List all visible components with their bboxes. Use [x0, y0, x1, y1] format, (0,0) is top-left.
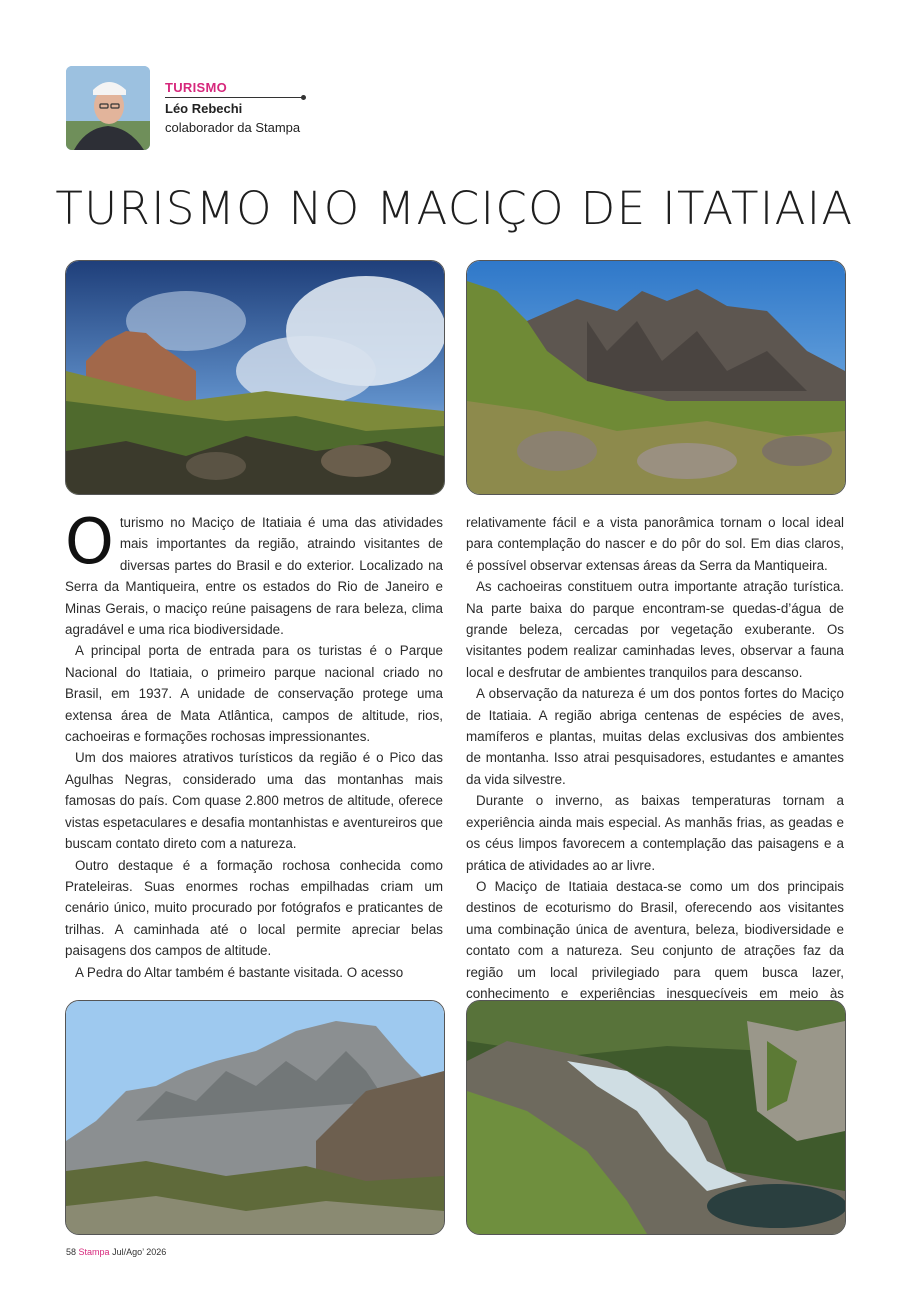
header-divider	[165, 97, 303, 98]
paragraph: Durante o inverno, as baixas temperaturas tornam a experiência ainda mais especial. As manhãs frias, as geadas e os céus limpos favorecem a contemplação das paisagens e a prática de atividades ao ar livre.	[466, 793, 844, 873]
author-role: colaborador da Stampa	[165, 120, 301, 135]
paragraph: Um dos maiores atrativos turísticos da região é o Pico das Agulhas Negras, considerado uma das montanhas mais famosas do país. Com quase 2.800 metros de altitude, oferece vistas espetaculares e desafia montanhistas e aventureiros que buscam contato direto com a natureza.	[65, 750, 443, 852]
paragraph: A principal porta de entrada para os turistas é o Parque Nacional do Itatiaia, o primeiro parque nacional criado no Brasil, em 1937. A unidade de conservação protege uma extensa área de Mata Atlântica, campos de altitude, rios, cachoeiras e formações rochosas impressionantes.	[65, 643, 443, 745]
photo-agulhas-negras	[466, 260, 846, 495]
photo-mountain-peak	[65, 260, 445, 495]
paragraph: O Maciço de Itatiaia destaca-se como um dos principais destinos de ecoturismo do Brasil, oferecendo aos visitantes uma combinação única de aventura, beleza, biodiversidade e contato com a natureza. Seu conjunto de atrações faz da região um local privilegiado para quem busca lazer, conhecimento e experiências inesquecíveis em meio às	[466, 878, 844, 1001]
paragraph: A observação da natureza é um dos pontos fortes do Maciço de Itatiaia. A região abriga centenas de espécies de aves, mamíferos e plantas, muitas delas exclusivas dos ambientes de montanha. Isso atrai pesquisadores, estudantes e amantes da vida silvestre.	[466, 686, 844, 787]
author-photo	[66, 66, 150, 150]
paragraph: O turismo no Maciço de Itatiaia é uma das atividades mais importantes da região, atraindo visitantes de diversas partes do Brasil e do exterior. Localizado na Serra da Mantiqueira, entre os estados do Rio de Janeiro e Minas Gerais, o maciço reúne paisagens de rara beleza, clima agradável e uma rica biodiversidade.	[65, 505, 443, 638]
paragraph: Outro destaque é a formação rochosa conhecida como Prateleiras. Suas enormes rochas empilhadas criam um cenário único, muito procurado por fotógrafos e praticantes de trilhas. A caminhada até o local permite apreciar belas paisagens dos campos de altitude.	[65, 857, 443, 959]
article-title: TURISMO NO MACIÇO DE ITATIAIA	[55, 182, 854, 235]
page-number: 58	[66, 1247, 77, 1257]
article-column-right	[466, 512, 844, 1026]
paragraph: As cachoeiras constituem outra importante atração turística. Na parte baixa do parque encontram-se quedas-d’água de grande beleza, cercadas por vegetação exuberante. Os visitantes podem realizar caminhadas leves, observar a fauna local e desfrutar de ambientes tranquilos para descanso.	[466, 579, 844, 680]
article-column-left	[65, 505, 443, 983]
drop-cap: O	[65, 505, 114, 578]
photo-waterfall	[466, 1000, 846, 1235]
author-name: Léo Rebechi	[165, 101, 243, 116]
magazine-brand: Stampa	[78, 1247, 110, 1257]
section-label: TURISMO	[165, 80, 228, 95]
paragraph: A Pedra do Altar também é bastante visitada. O acesso	[75, 964, 404, 980]
paragraph: relativamente fácil e a vista panorâmica tornam o local ideal para contemplação do nascer e do pôr do sol. Em dias claros, é possível observar extensas áreas da Serra da Mantiqueira.	[466, 515, 844, 573]
issue-date: Jul/Ago’ 2026	[112, 1247, 167, 1257]
photo-prateleiras	[65, 1000, 445, 1235]
page-footer	[66, 1247, 166, 1257]
